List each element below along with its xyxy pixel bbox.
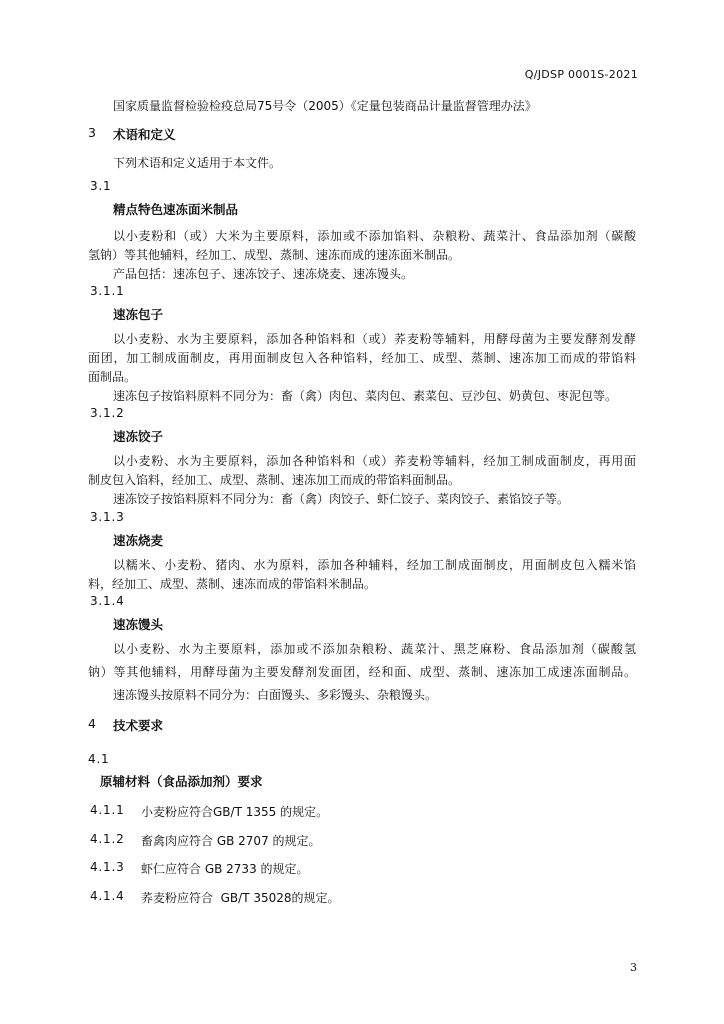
clause-4-1-4-number: 4.1.4 xyxy=(90,889,125,903)
clause-3-1-1-text-line-3: 面制品。 xyxy=(88,370,137,384)
section-4-number: 4 xyxy=(88,716,96,731)
clause-4-1-3-number: 4.1.3 xyxy=(90,860,125,874)
clause-3-1-text-line-1: 以小麦粉和（或）大米为主要原料，添加或不添加馅料、杂粮粉、蔬菜汁、食品添加剂（碳酸 xyxy=(113,229,636,243)
clause-4-1-1-text: 小麦粉应符合GB/T 1355 的规定。 xyxy=(141,805,329,819)
page-number: 3 xyxy=(630,961,637,974)
section-3-intro: 下列术语和定义适用于本文件。 xyxy=(113,156,282,170)
clause-4-1-2-number: 4.1.2 xyxy=(90,832,125,846)
reference-line: 国家质量监督检验检疫总局75号令（2005）《定量包装商品计量监督管理办法》 xyxy=(113,99,537,113)
clause-3-1-1-classification: 速冻包子按馅料原料不同分为：畜（禽）肉包、菜肉包、素菜包、豆沙包、奶黄包、枣泥包等。 xyxy=(113,389,618,403)
clause-3-1-3-number: 3.1.3 xyxy=(90,510,125,524)
clause-3-1-2-number: 3.1.2 xyxy=(90,406,125,420)
clause-3-1-2-text-line-2: 制皮包入馅料，经加工、成型、蒸制、速冻加工而成的带馅料面制品。 xyxy=(88,473,461,487)
clause-3-1-4-classification: 速冻馒头按原料不同分为：白面馒头、多彩馒头、杂粮馒头。 xyxy=(113,688,438,702)
standard-code-header: Q/JDSP 0001S-2021 xyxy=(524,68,638,81)
clause-3-1-1-term: 速冻包子 xyxy=(113,307,164,322)
clause-3-1-3-term: 速冻烧麦 xyxy=(113,533,164,548)
clause-3-1-3-text-line-1: 以糯米、小麦粉、猪肉、水为原料，添加各种辅料，经加工制成面制皮，用面制皮包入糯米馅 xyxy=(113,558,636,572)
section-3-number: 3 xyxy=(88,125,96,140)
clause-3-1-products: 产品包括：速冻包子、速冻饺子、速冻烧麦、速冻馒头。 xyxy=(113,267,414,281)
clause-3-1-2-classification: 速冻饺子按馅料原料不同分为：畜（禽）肉饺子、虾仁饺子、菜肉饺子、素馅饺子等。 xyxy=(113,492,570,506)
clause-3-1-4-term: 速冻馒头 xyxy=(113,617,164,632)
clause-4-1-number: 4.1 xyxy=(88,752,110,766)
clause-3-1-2-text-line-1: 以小麦粉、水为主要原料，添加各种馅料和（或）荞麦粉等辅料，经加工制成面制皮，再用面 xyxy=(113,454,636,468)
section-3-title: 术语和定义 xyxy=(113,127,176,142)
clause-4-1-2-text: 畜禽肉应符合 GB 2707 的规定。 xyxy=(141,834,321,848)
clause-3-1-number: 3.1 xyxy=(90,179,112,193)
clause-3-1-term: 精点特色速冻面米制品 xyxy=(113,202,239,217)
clause-3-1-3-text-line-2: 料，经加工、成型、蒸制、速冻而成的带馅料米制品。 xyxy=(88,577,377,591)
clause-4-1-3-text: 虾仁应符合 GB 2733 的规定。 xyxy=(141,862,309,876)
clause-3-1-4-number: 3.1.4 xyxy=(90,594,125,608)
clause-3-1-4-text-line-2: 钠）等其他辅料，用酵母菌为主要发酵剂发面团，经和面、成型、蒸制、速冻加工成速冻面制品。 xyxy=(88,665,636,679)
clause-3-1-text-line-2: 氢钠）等其他辅料，经加工、成型、蒸制、速冻而成的速冻面米制品。 xyxy=(88,248,461,262)
clause-4-1-4-text: 荞麦粉应符合 GB/T 35028的规定。 xyxy=(141,891,340,905)
clause-3-1-1-text-line-1: 以小麦粉、水为主要原料，添加各种馅料和（或）荞麦粉等辅料，用酵母菌为主要发酵剂发酵 xyxy=(113,332,636,346)
clause-4-1-title: 原辅材料（食品添加剂）要求 xyxy=(100,774,263,789)
clause-3-1-1-text-line-2: 面团，加工制成面制皮，再用面制皮包入各种馅料，经加工、成型、蒸制、速冻加工而成的带馅料 xyxy=(88,351,636,365)
clause-3-1-4-text-line-1: 以小麦粉、水为主要原料，添加或不添加杂粮粉、蔬菜汁、黑芝麻粉、食品添加剂（碳酸氢 xyxy=(113,642,636,656)
clause-4-1-1-number: 4.1.1 xyxy=(90,803,125,817)
section-4-title: 技术要求 xyxy=(113,718,164,733)
clause-3-1-1-number: 3.1.1 xyxy=(90,284,125,298)
clause-3-1-2-term: 速冻饺子 xyxy=(113,429,164,444)
